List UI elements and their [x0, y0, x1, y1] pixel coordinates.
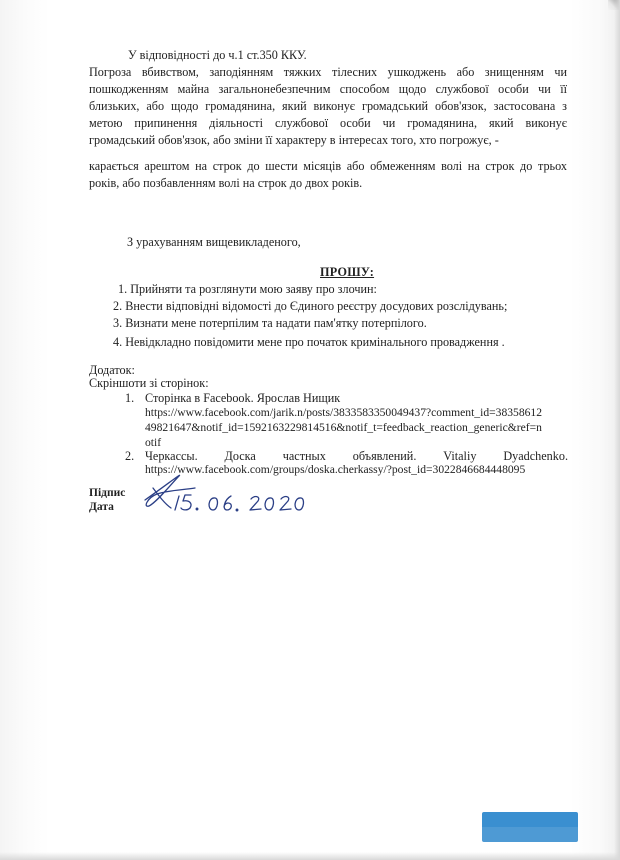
request-item: 3. Визнати мене потерпілим та надати пам'ятку потерпілого. [113, 316, 427, 330]
appendix-item-url: 49821647&notif_id=1592163229814516&notif_t=feedback_reaction_generic&ref=n [145, 421, 542, 434]
law-text-line: громадський обов'язок, або зміни її характеру в інтересах того, хто погрожує, - [89, 133, 499, 147]
request-item: 2. Внести відповідні відомості до Єдиного реєстру досудових розслідувань; [113, 299, 508, 313]
appendix-item-number: 1. [125, 391, 135, 405]
law-text-line: близьких, або щодо громадянина, який виконує громадський обов'язок, застосована з [89, 99, 567, 113]
appendix-item-url: otif [145, 436, 162, 449]
signature-label: Підпис [89, 487, 126, 499]
appendix-item-url: https://www.facebook.com/groups/doska.cherkassy/?post_id=3022846684448095 [145, 463, 526, 476]
scan-bottom-shadow [0, 852, 620, 860]
request-heading: ПРОШУ: [320, 265, 375, 279]
request-item: 1. Прийняти та розглянути мою заяву про злочин: [118, 282, 377, 296]
appendix-item-number: 2. [125, 449, 135, 463]
handwritten-signature [135, 468, 335, 518]
law-text-line: Погроза вбивством, заподіянням тяжких тілесних ушкоджень або знищенням чи [89, 65, 567, 79]
request-item: 4. Невідкладно повідомити мене про початок кримінального провадження . [113, 335, 505, 349]
vika-logo [482, 812, 578, 842]
considering-text: З урахуванням вищевикладеного, [127, 235, 301, 249]
appendix-item-url: https://www.facebook.com/jarik.n/posts/3833583350049437?comment_id=38358612 [145, 406, 543, 419]
punishment-text-line: років, або позбавленням волі на строк до двох років. [89, 176, 363, 190]
appendix-label: Додаток: [89, 363, 135, 377]
law-reference: У відповідності до ч.1 ст.350 ККУ. [128, 48, 307, 62]
punishment-text-line: карається арештом на строк до шести місяців або обмеженням волі на строк до трьох [89, 159, 567, 173]
appendix-item-title: Черкассы. Доска частных объявлений. Vitaliy Dyadchenko. [145, 449, 568, 463]
appendix-subtitle: Скріншоти зі сторінок: [89, 376, 209, 390]
scan-edge-shadow [614, 0, 620, 860]
law-text-line: метою припинення діяльності службової особи чи громадянина, який виконує [89, 116, 567, 130]
logo-shade [482, 827, 578, 842]
date-label: Дата [89, 501, 114, 513]
appendix-item-title: Сторінка в Facebook. Ярослав Нищик [145, 391, 341, 405]
law-text-line: пошкодженням майна загальнонебезпечним способом щодо службової особи чи її [89, 82, 567, 96]
